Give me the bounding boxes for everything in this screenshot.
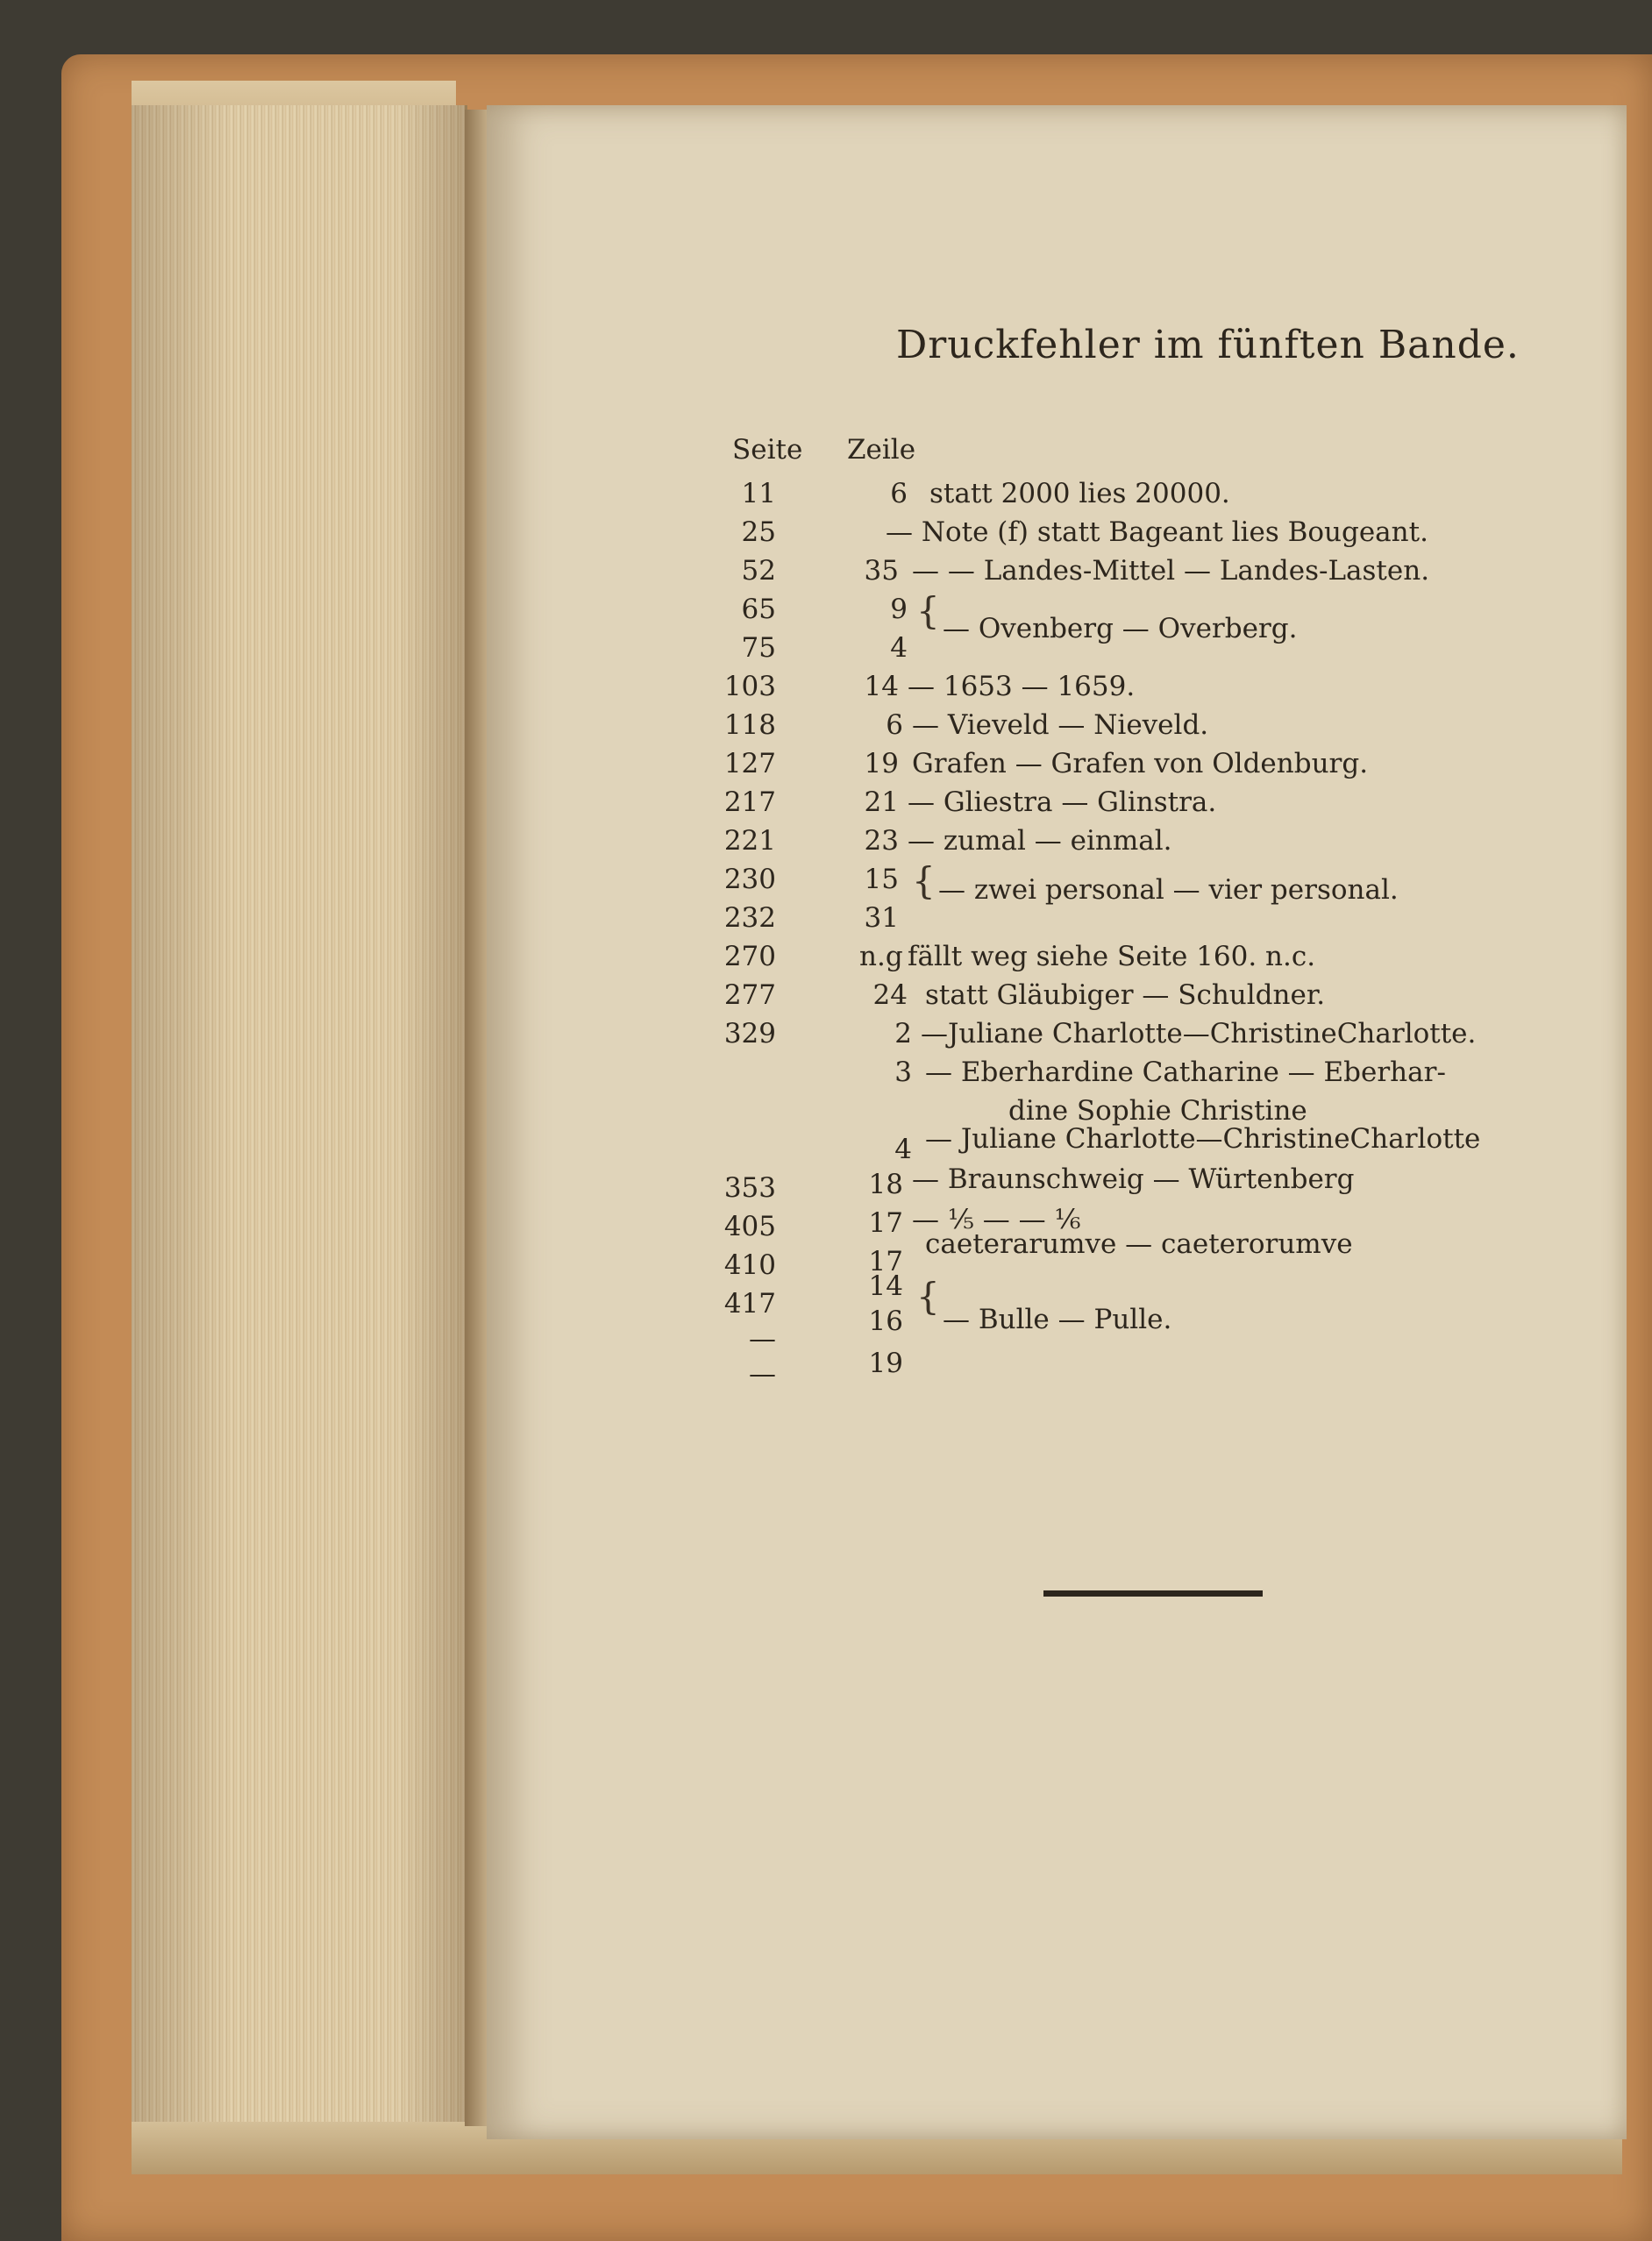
page-title: Druckfehler im fünften Bande. [896, 323, 1520, 367]
errata-line-number: 18 [868, 1169, 903, 1200]
brace-symbol: { [916, 1275, 940, 1318]
errata-correction: statt 2000 lies 20000. [929, 478, 1230, 509]
errata-line-number: 6 [886, 709, 903, 741]
errata-page-number: 65 [741, 594, 776, 625]
errata-correction: — zwei personal — vier personal. [938, 874, 1399, 906]
brace-symbol: { [916, 589, 940, 632]
errata-line-number: 14 [864, 671, 899, 702]
errata-line-number: 3 [894, 1056, 912, 1088]
errata-line-number: 19 [864, 748, 899, 779]
errata-page-number: 270 [723, 941, 776, 972]
errata-correction: —Juliane Charlotte—ChristineCharlotte. [921, 1018, 1477, 1049]
column-header-line: Zeile [847, 434, 916, 466]
brace-symbol: { [912, 859, 936, 902]
closing-rule [1043, 1590, 1263, 1597]
errata-line-number: 17 [868, 1207, 903, 1239]
errata-page-number: 118 [723, 709, 776, 741]
errata-page-number: 277 [723, 979, 776, 1011]
errata-line-number: 15 [864, 864, 899, 895]
errata-page-number: 353 [723, 1172, 776, 1204]
errata-line-number: 4 [890, 632, 908, 664]
errata-line-number: 31 [864, 902, 899, 934]
errata-page-number: 25 [741, 516, 776, 548]
errata-line-number: 9 [890, 594, 908, 625]
errata-line-number: 23 [864, 825, 899, 857]
errata-correction: — Eberhardine Catharine — Eberhar- [925, 1056, 1446, 1088]
errata-correction: Grafen — Grafen von Oldenburg. [912, 748, 1369, 779]
errata-page-number: 232 [723, 902, 776, 934]
errata-correction: — 1653 — 1659. [908, 671, 1136, 702]
errata-page-number: 127 [723, 748, 776, 779]
errata-correction: — Bulle — Pulle. [943, 1304, 1172, 1335]
errata-correction: — Vieveld — Nieveld. [912, 709, 1209, 741]
errata-line-number: n.g [859, 941, 903, 972]
errata-line-number: 2 [894, 1018, 912, 1049]
errata-correction: — Juliane Charlotte—ChristineCharlotte [925, 1123, 1481, 1155]
errata-line-number: 6 [890, 478, 908, 509]
errata-correction: — Braunschweig — Würtenberg [912, 1163, 1355, 1195]
errata-line-number: 24 [872, 979, 908, 1011]
errata-correction: — Note (f) statt Bageant lies Bougeant. [886, 516, 1428, 548]
page-edges-shading [132, 105, 465, 2122]
errata-page-number: 52 [741, 555, 776, 587]
errata-line-number: 14 [868, 1270, 903, 1302]
errata-page-number: 417 [723, 1288, 776, 1320]
errata-line-number: 21 [864, 786, 899, 818]
errata-page-number: 75 [741, 632, 776, 664]
errata-correction: — ⅕ — — ⅙ [912, 1204, 1081, 1235]
errata-correction: — Gliestra — Glinstra. [908, 786, 1217, 818]
errata-line-number: 35 [864, 555, 899, 587]
errata-page-number: 230 [723, 864, 776, 895]
errata-line-number: 19 [868, 1348, 903, 1379]
errata-page-number: 221 [723, 825, 776, 857]
errata-correction: dine Sophie Christine [1008, 1095, 1307, 1127]
errata-page-number: 329 [723, 1018, 776, 1049]
errata-page-number: — [749, 1358, 776, 1390]
errata-correction: caeterarumve — caeterorumve [925, 1228, 1353, 1260]
errata-page-number: — [749, 1323, 776, 1355]
errata-page-number: 11 [741, 478, 776, 509]
errata-page-number: 405 [723, 1211, 776, 1242]
errata-page-number: 217 [723, 786, 776, 818]
errata-line-number: 4 [894, 1134, 912, 1165]
errata-page-number: 103 [723, 671, 776, 702]
errata-correction: fällt weg siehe Seite 160. n.c. [908, 941, 1316, 972]
errata-correction: — zumal — einmal. [908, 825, 1172, 857]
errata-page-number: 410 [723, 1249, 776, 1281]
column-header-page: Seite [732, 434, 803, 466]
errata-correction: — — Landes-Mittel — Landes-Lasten. [912, 555, 1430, 587]
errata-line-number: 16 [868, 1305, 903, 1337]
errata-correction: — Ovenberg — Overberg. [943, 613, 1298, 644]
errata-line-number: 17 [868, 1246, 903, 1277]
errata-correction: statt Gläubiger — Schuldner. [925, 979, 1326, 1011]
